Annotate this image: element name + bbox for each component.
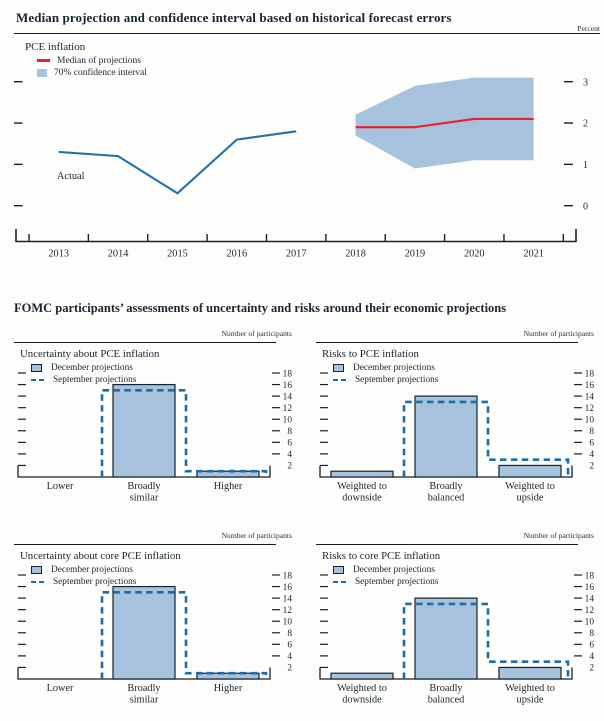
svg-text:6: 6 — [589, 640, 594, 651]
svg-text:Weighted toupside: Weighted to upside — [505, 481, 555, 504]
panel-category-labels — [337, 683, 555, 706]
svg-text:Weighted todownside: Weighted to downside — [337, 683, 387, 706]
panel-unit-label: Number of participants — [221, 531, 292, 540]
svg-text:Broadlybalanced: Broadly balanced — [427, 481, 465, 504]
legend-september-label: September projections — [355, 375, 439, 385]
svg-text:2017: 2017 — [285, 248, 307, 260]
legend-december-row — [31, 362, 136, 374]
legend-december-label: December projections — [353, 363, 435, 373]
panel-title: Uncertainty about core PCE inflation — [20, 550, 181, 562]
legend-december-row — [333, 362, 438, 374]
svg-text:2019: 2019 — [404, 248, 426, 260]
assessments-section-title: FOMC participants’ assessments of uncertainty and risks around their economic projections — [14, 301, 507, 315]
svg-text:2021: 2021 — [523, 248, 544, 260]
svg-text:12: 12 — [282, 403, 292, 414]
svg-text:10: 10 — [282, 415, 292, 426]
svg-text:12: 12 — [584, 403, 594, 414]
svg-text:8: 8 — [287, 427, 292, 438]
panel-legend — [333, 362, 438, 386]
fan-legend-band-label: 70% confidence interval — [54, 67, 147, 78]
svg-text:14: 14 — [584, 594, 594, 605]
september-dash-swatch-icon — [333, 581, 346, 584]
svg-text:2: 2 — [287, 461, 292, 472]
svg-text:Broadlysimilar: Broadly similar — [127, 481, 161, 504]
svg-text:10: 10 — [584, 415, 594, 426]
svg-text:16: 16 — [584, 380, 594, 391]
december-bar — [331, 471, 393, 477]
panel-risks-pce-inflation — [316, 322, 604, 519]
actual-annotation: Actual — [57, 171, 85, 182]
svg-text:2015: 2015 — [167, 248, 188, 260]
panel-title: Risks to core PCE inflation — [322, 550, 441, 562]
legend-september-label: September projections — [53, 375, 137, 385]
svg-text:2020: 2020 — [463, 248, 485, 260]
september-dash-swatch-icon — [31, 379, 44, 382]
december-bars — [331, 396, 561, 477]
legend-december-label: December projections — [51, 565, 133, 575]
december-bar — [415, 598, 477, 679]
december-bar-swatch-icon — [333, 364, 344, 372]
december-bar — [499, 667, 561, 679]
december-bar — [113, 587, 175, 679]
december-bar — [197, 471, 259, 477]
panel-legend — [31, 564, 136, 588]
fan-chart-unit-label: Percent — [577, 24, 600, 33]
svg-text:18: 18 — [282, 369, 292, 380]
svg-text:18: 18 — [584, 571, 594, 582]
fan-legend-median-label: Median of projections — [57, 55, 141, 66]
svg-text:4: 4 — [287, 450, 292, 461]
svg-text:1: 1 — [583, 159, 588, 171]
december-bar-swatch-icon — [31, 364, 42, 372]
svg-text:18: 18 — [282, 571, 292, 582]
september-dash-swatch-icon — [31, 581, 44, 584]
panel-uncertainty-pce-inflation — [14, 322, 304, 519]
panel-unit-label: Number of participants — [523, 531, 594, 540]
svg-text:14: 14 — [584, 392, 594, 403]
panel-title: Risks to PCE inflation — [322, 348, 419, 360]
fan-chart-title: Median projection and confidence interval based on historical forecast errors — [16, 10, 452, 25]
svg-text:18: 18 — [584, 369, 594, 380]
svg-text:8: 8 — [287, 629, 292, 640]
december-bar — [415, 396, 477, 477]
svg-text:4: 4 — [589, 652, 594, 663]
svg-text:2: 2 — [589, 461, 594, 472]
svg-text:2016: 2016 — [226, 248, 248, 260]
svg-text:2: 2 — [583, 118, 588, 130]
panel-risks-core-pce-inflation — [316, 524, 604, 721]
svg-text:2013: 2013 — [48, 248, 69, 260]
svg-text:3: 3 — [583, 77, 588, 89]
actual-line — [59, 131, 296, 193]
december-bar — [331, 673, 393, 679]
svg-text:0: 0 — [583, 201, 588, 213]
legend-december-label: December projections — [353, 565, 435, 575]
legend-december-row — [333, 564, 438, 576]
svg-text:6: 6 — [287, 438, 292, 449]
svg-text:Weighted toupside: Weighted to upside — [505, 683, 555, 706]
svg-text:Weighted todownside: Weighted to downside — [337, 481, 387, 504]
december-bar — [499, 465, 561, 477]
legend-september-label: September projections — [355, 577, 439, 587]
panel-unit-label: Number of participants — [523, 329, 594, 338]
svg-text:2: 2 — [287, 663, 292, 674]
svg-text:14: 14 — [282, 392, 292, 403]
panel-legend — [333, 564, 438, 588]
fan-legend-series-title: PCE inflation — [25, 41, 86, 53]
legend-september-row — [31, 576, 136, 588]
panel-category-labels — [337, 481, 555, 504]
svg-text:Lower: Lower — [46, 683, 74, 694]
svg-text:8: 8 — [589, 629, 594, 640]
svg-text:Higher: Higher — [213, 481, 243, 492]
svg-text:2018: 2018 — [345, 248, 366, 260]
svg-text:10: 10 — [282, 617, 292, 628]
svg-text:Broadlysimilar: Broadly similar — [127, 683, 161, 706]
svg-text:14: 14 — [282, 594, 292, 605]
panel-legend — [31, 362, 136, 386]
svg-text:4: 4 — [589, 450, 594, 461]
december-bars — [331, 598, 561, 679]
svg-text:Higher: Higher — [213, 683, 243, 694]
december-bar-swatch-icon — [333, 566, 344, 574]
legend-december-row — [31, 564, 136, 576]
december-bar — [113, 385, 175, 477]
legend-december-label: December projections — [51, 363, 133, 373]
legend-september-row — [333, 576, 438, 588]
legend-september-row — [31, 374, 136, 386]
svg-text:12: 12 — [282, 605, 292, 616]
svg-text:12: 12 — [584, 605, 594, 616]
svg-text:2014: 2014 — [107, 248, 129, 260]
svg-text:Broadlybalanced: Broadly balanced — [427, 683, 465, 706]
legend-september-row — [333, 374, 438, 386]
fan-chart — [0, 33, 604, 265]
panel-title: Uncertainty about PCE inflation — [20, 348, 160, 360]
legend-september-label: September projections — [53, 577, 137, 587]
panel-category-labels — [47, 683, 243, 706]
svg-text:2: 2 — [589, 663, 594, 674]
fan-x-axis — [15, 229, 576, 260]
december-bar-swatch-icon — [31, 566, 42, 574]
svg-text:4: 4 — [287, 652, 292, 663]
svg-text:6: 6 — [589, 438, 594, 449]
december-bar — [197, 673, 259, 679]
svg-text:6: 6 — [287, 640, 292, 651]
panel-unit-label: Number of participants — [221, 329, 292, 338]
september-dash-swatch-icon — [333, 379, 346, 382]
panel-category-labels — [47, 481, 243, 504]
panel-uncertainty-core-pce-inflation — [14, 524, 304, 721]
svg-text:16: 16 — [584, 582, 594, 593]
svg-text:16: 16 — [282, 582, 292, 593]
svg-text:8: 8 — [589, 427, 594, 438]
svg-text:16: 16 — [282, 380, 292, 391]
svg-text:Lower: Lower — [46, 481, 74, 492]
svg-text:10: 10 — [584, 617, 594, 628]
